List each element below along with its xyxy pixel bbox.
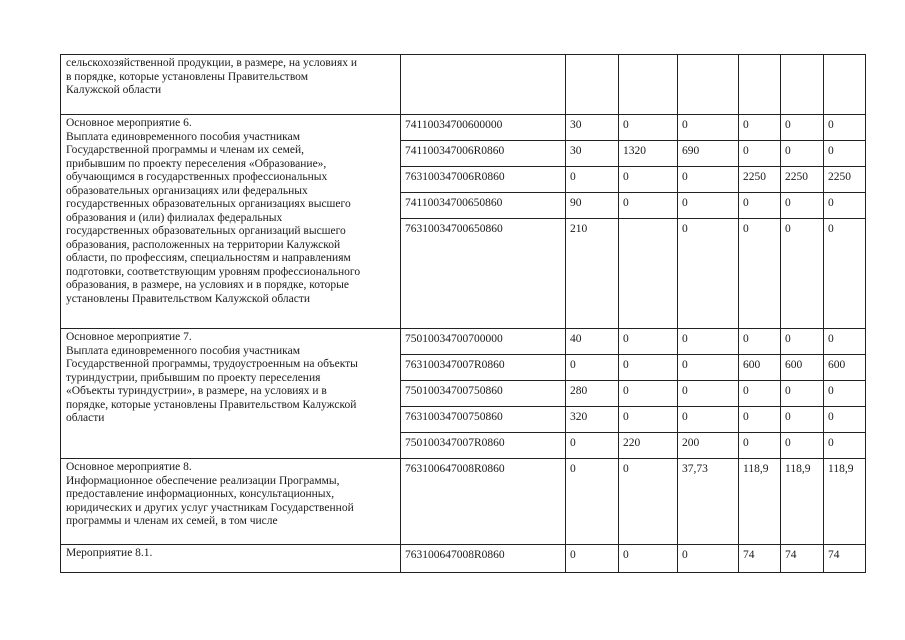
value-cell-year-4 <box>739 55 781 115</box>
value-cell-year-6: 118,9 <box>824 459 866 545</box>
budget-code-cell: 74110034700600000 <box>401 115 566 141</box>
document-page <box>60 54 865 573</box>
value-cell-year-2: 0 <box>619 459 678 545</box>
activity-description-cell <box>61 115 401 329</box>
description-line: образования, в размере, на условиях и в порядке, которые <box>66 279 350 291</box>
value-cell-year-5: 74 <box>781 545 824 573</box>
budget-code-cell: 763100647008R0860 <box>401 459 566 545</box>
activity-description-cell <box>61 459 401 545</box>
value-cell-year-2: 0 <box>619 355 678 381</box>
value-cell-year-6: 2250 <box>824 167 866 193</box>
value-cell-year-4: 600 <box>739 355 781 381</box>
description-line: подготовки, соответствующим уровням профессионального <box>66 265 361 278</box>
value-cell-year-6: 0 <box>824 193 866 219</box>
description-line: Основное мероприятие 7. <box>66 331 192 343</box>
description-line: обучающимся в государственных профессиональных <box>66 171 328 183</box>
value-cell-year-1: 210 <box>566 219 619 329</box>
activity-description-cell <box>61 545 401 573</box>
value-cell-year-5: 0 <box>781 381 824 407</box>
value-cell-year-5: 600 <box>781 355 824 381</box>
description-line: «Объекты туриндустрии», в размере, на условиях и в <box>66 385 327 397</box>
description-line: государственных образовательных организациях высшего <box>66 198 351 210</box>
description-line: Основное мероприятие 6. <box>66 117 192 129</box>
value-cell-year-3: 0 <box>678 329 739 355</box>
description-line: порядке, которые установлены Правительством Калужской <box>66 398 357 411</box>
description-line: области <box>66 412 105 424</box>
value-cell-year-3: 690 <box>678 141 739 167</box>
value-cell-year-2: 0 <box>619 329 678 355</box>
description-line: программы и членам их семей, в том числе <box>66 515 278 527</box>
value-cell-year-6: 0 <box>824 115 866 141</box>
value-cell-year-6 <box>824 55 866 115</box>
value-cell-year-4: 74 <box>739 545 781 573</box>
value-cell-year-1: 30 <box>566 141 619 167</box>
budget-table <box>60 54 866 573</box>
description-line: Основное мероприятие 8. <box>66 461 192 473</box>
table-row <box>61 545 866 573</box>
value-cell-year-4: 0 <box>739 115 781 141</box>
value-cell-year-3: 0 <box>678 381 739 407</box>
value-cell-year-1: 320 <box>566 407 619 433</box>
table-body <box>61 55 866 573</box>
value-cell-year-5: 0 <box>781 329 824 355</box>
table-row <box>61 329 866 355</box>
value-cell-year-3: 0 <box>678 219 739 329</box>
value-cell-year-5 <box>781 55 824 115</box>
description-line: образования и (или) филиалах федеральных <box>66 211 283 224</box>
value-cell-year-4: 118,9 <box>739 459 781 545</box>
value-cell-year-4: 2250 <box>739 167 781 193</box>
value-cell-year-3: 0 <box>678 407 739 433</box>
table-row <box>61 459 866 545</box>
description-line: образования, расположенных на территории Калужской <box>66 238 341 251</box>
value-cell-year-1: 0 <box>566 459 619 545</box>
budget-code-cell: 74110034700650860 <box>401 193 566 219</box>
value-cell-year-5: 0 <box>781 407 824 433</box>
value-cell-year-4: 0 <box>739 329 781 355</box>
description-line: Калужской области <box>66 84 162 96</box>
description-line: Государственной программы и членам их семей, <box>66 144 305 156</box>
value-cell-year-6: 74 <box>824 545 866 573</box>
value-cell-year-4: 0 <box>739 193 781 219</box>
budget-code-cell: 76310034700650860 <box>401 219 566 329</box>
description-line: сельскохозяйственной продукции, в размере, на условиях и <box>66 57 358 69</box>
table-row <box>61 115 866 141</box>
value-cell-year-4: 0 <box>739 219 781 329</box>
value-cell-year-5: 0 <box>781 433 824 459</box>
description-line: предоставление информационных, консультационных, <box>66 488 335 500</box>
description-line: юридических и других услуг участникам Государственной <box>66 501 354 514</box>
value-cell-year-3: 0 <box>678 355 739 381</box>
value-cell-year-6: 0 <box>824 407 866 433</box>
value-cell-year-2: 0 <box>619 407 678 433</box>
value-cell-year-1: 280 <box>566 381 619 407</box>
value-cell-year-5: 0 <box>781 115 824 141</box>
value-cell-year-4: 0 <box>739 407 781 433</box>
value-cell-year-1: 30 <box>566 115 619 141</box>
budget-code-cell: 741100347006R0860 <box>401 141 566 167</box>
budget-code-cell: 75010034700750860 <box>401 381 566 407</box>
value-cell-year-1: 0 <box>566 545 619 573</box>
value-cell-year-5: 0 <box>781 193 824 219</box>
value-cell-year-6: 0 <box>824 381 866 407</box>
value-cell-year-5: 118,9 <box>781 459 824 545</box>
value-cell-year-1 <box>566 55 619 115</box>
value-cell-year-6: 0 <box>824 141 866 167</box>
budget-code-cell: 75010034700700000 <box>401 329 566 355</box>
value-cell-year-3: 0 <box>678 115 739 141</box>
value-cell-year-1: 0 <box>566 355 619 381</box>
description-line: туриндустрии, прибывшим по проекту переселения <box>66 371 321 384</box>
description-line: области, по профессиям, специальностям и направлениям <box>66 252 351 264</box>
budget-code-cell: 763100647008R0860 <box>401 545 566 573</box>
value-cell-year-2: 0 <box>619 115 678 141</box>
description-line: образовательных организациях или федеральных <box>66 184 308 197</box>
value-cell-year-6: 0 <box>824 329 866 355</box>
description-line: Выплата единовременного пособия участникам <box>66 130 300 143</box>
value-cell-year-1: 0 <box>566 433 619 459</box>
value-cell-year-3: 0 <box>678 167 739 193</box>
value-cell-year-3: 37,73 <box>678 459 739 545</box>
description-line: Выплата единовременного пособия участникам <box>66 344 300 357</box>
description-line: прибывшим по проекту переселения «Образование», <box>66 157 327 170</box>
budget-code-cell: 763100347007R0860 <box>401 355 566 381</box>
description-line: государственных образовательных организаций высшего <box>66 225 346 237</box>
value-cell-year-2: 0 <box>619 381 678 407</box>
description-line: Мероприятие 8.1. <box>66 547 153 559</box>
budget-code-cell: 76310034700750860 <box>401 407 566 433</box>
value-cell-year-5: 0 <box>781 219 824 329</box>
value-cell-year-3: 0 <box>678 193 739 219</box>
value-cell-year-4: 0 <box>739 381 781 407</box>
value-cell-year-4: 0 <box>739 433 781 459</box>
value-cell-year-1: 0 <box>566 167 619 193</box>
description-line: в порядке, которые установлены Правительством <box>66 70 308 83</box>
value-cell-year-3: 200 <box>678 433 739 459</box>
value-cell-year-2: 0 <box>619 545 678 573</box>
value-cell-year-6: 600 <box>824 355 866 381</box>
description-line: Государственной программы, трудоустроенным на объекты <box>66 358 358 370</box>
value-cell-year-2: 220 <box>619 433 678 459</box>
value-cell-year-2: 0 <box>619 167 678 193</box>
value-cell-year-1: 90 <box>566 193 619 219</box>
value-cell-year-1: 40 <box>566 329 619 355</box>
activity-description-cell <box>61 55 401 115</box>
description-line: установлены Правительством Калужской области <box>66 292 311 305</box>
budget-code-cell: 750100347007R0860 <box>401 433 566 459</box>
value-cell-year-5: 0 <box>781 141 824 167</box>
description-line: Информационное обеспечение реализации Программы, <box>66 474 340 487</box>
budget-code-cell <box>401 55 566 115</box>
value-cell-year-5: 2250 <box>781 167 824 193</box>
value-cell-year-2: 1320 <box>619 141 678 167</box>
budget-code-cell: 763100347006R0860 <box>401 167 566 193</box>
value-cell-year-6: 0 <box>824 433 866 459</box>
table-row <box>61 55 866 115</box>
value-cell-year-3 <box>678 55 739 115</box>
value-cell-year-6: 0 <box>824 219 866 329</box>
value-cell-year-2: 0 <box>619 193 678 219</box>
activity-description-cell <box>61 329 401 459</box>
value-cell-year-2 <box>619 219 678 329</box>
value-cell-year-4: 0 <box>739 141 781 167</box>
value-cell-year-3: 0 <box>678 545 739 573</box>
value-cell-year-2 <box>619 55 678 115</box>
